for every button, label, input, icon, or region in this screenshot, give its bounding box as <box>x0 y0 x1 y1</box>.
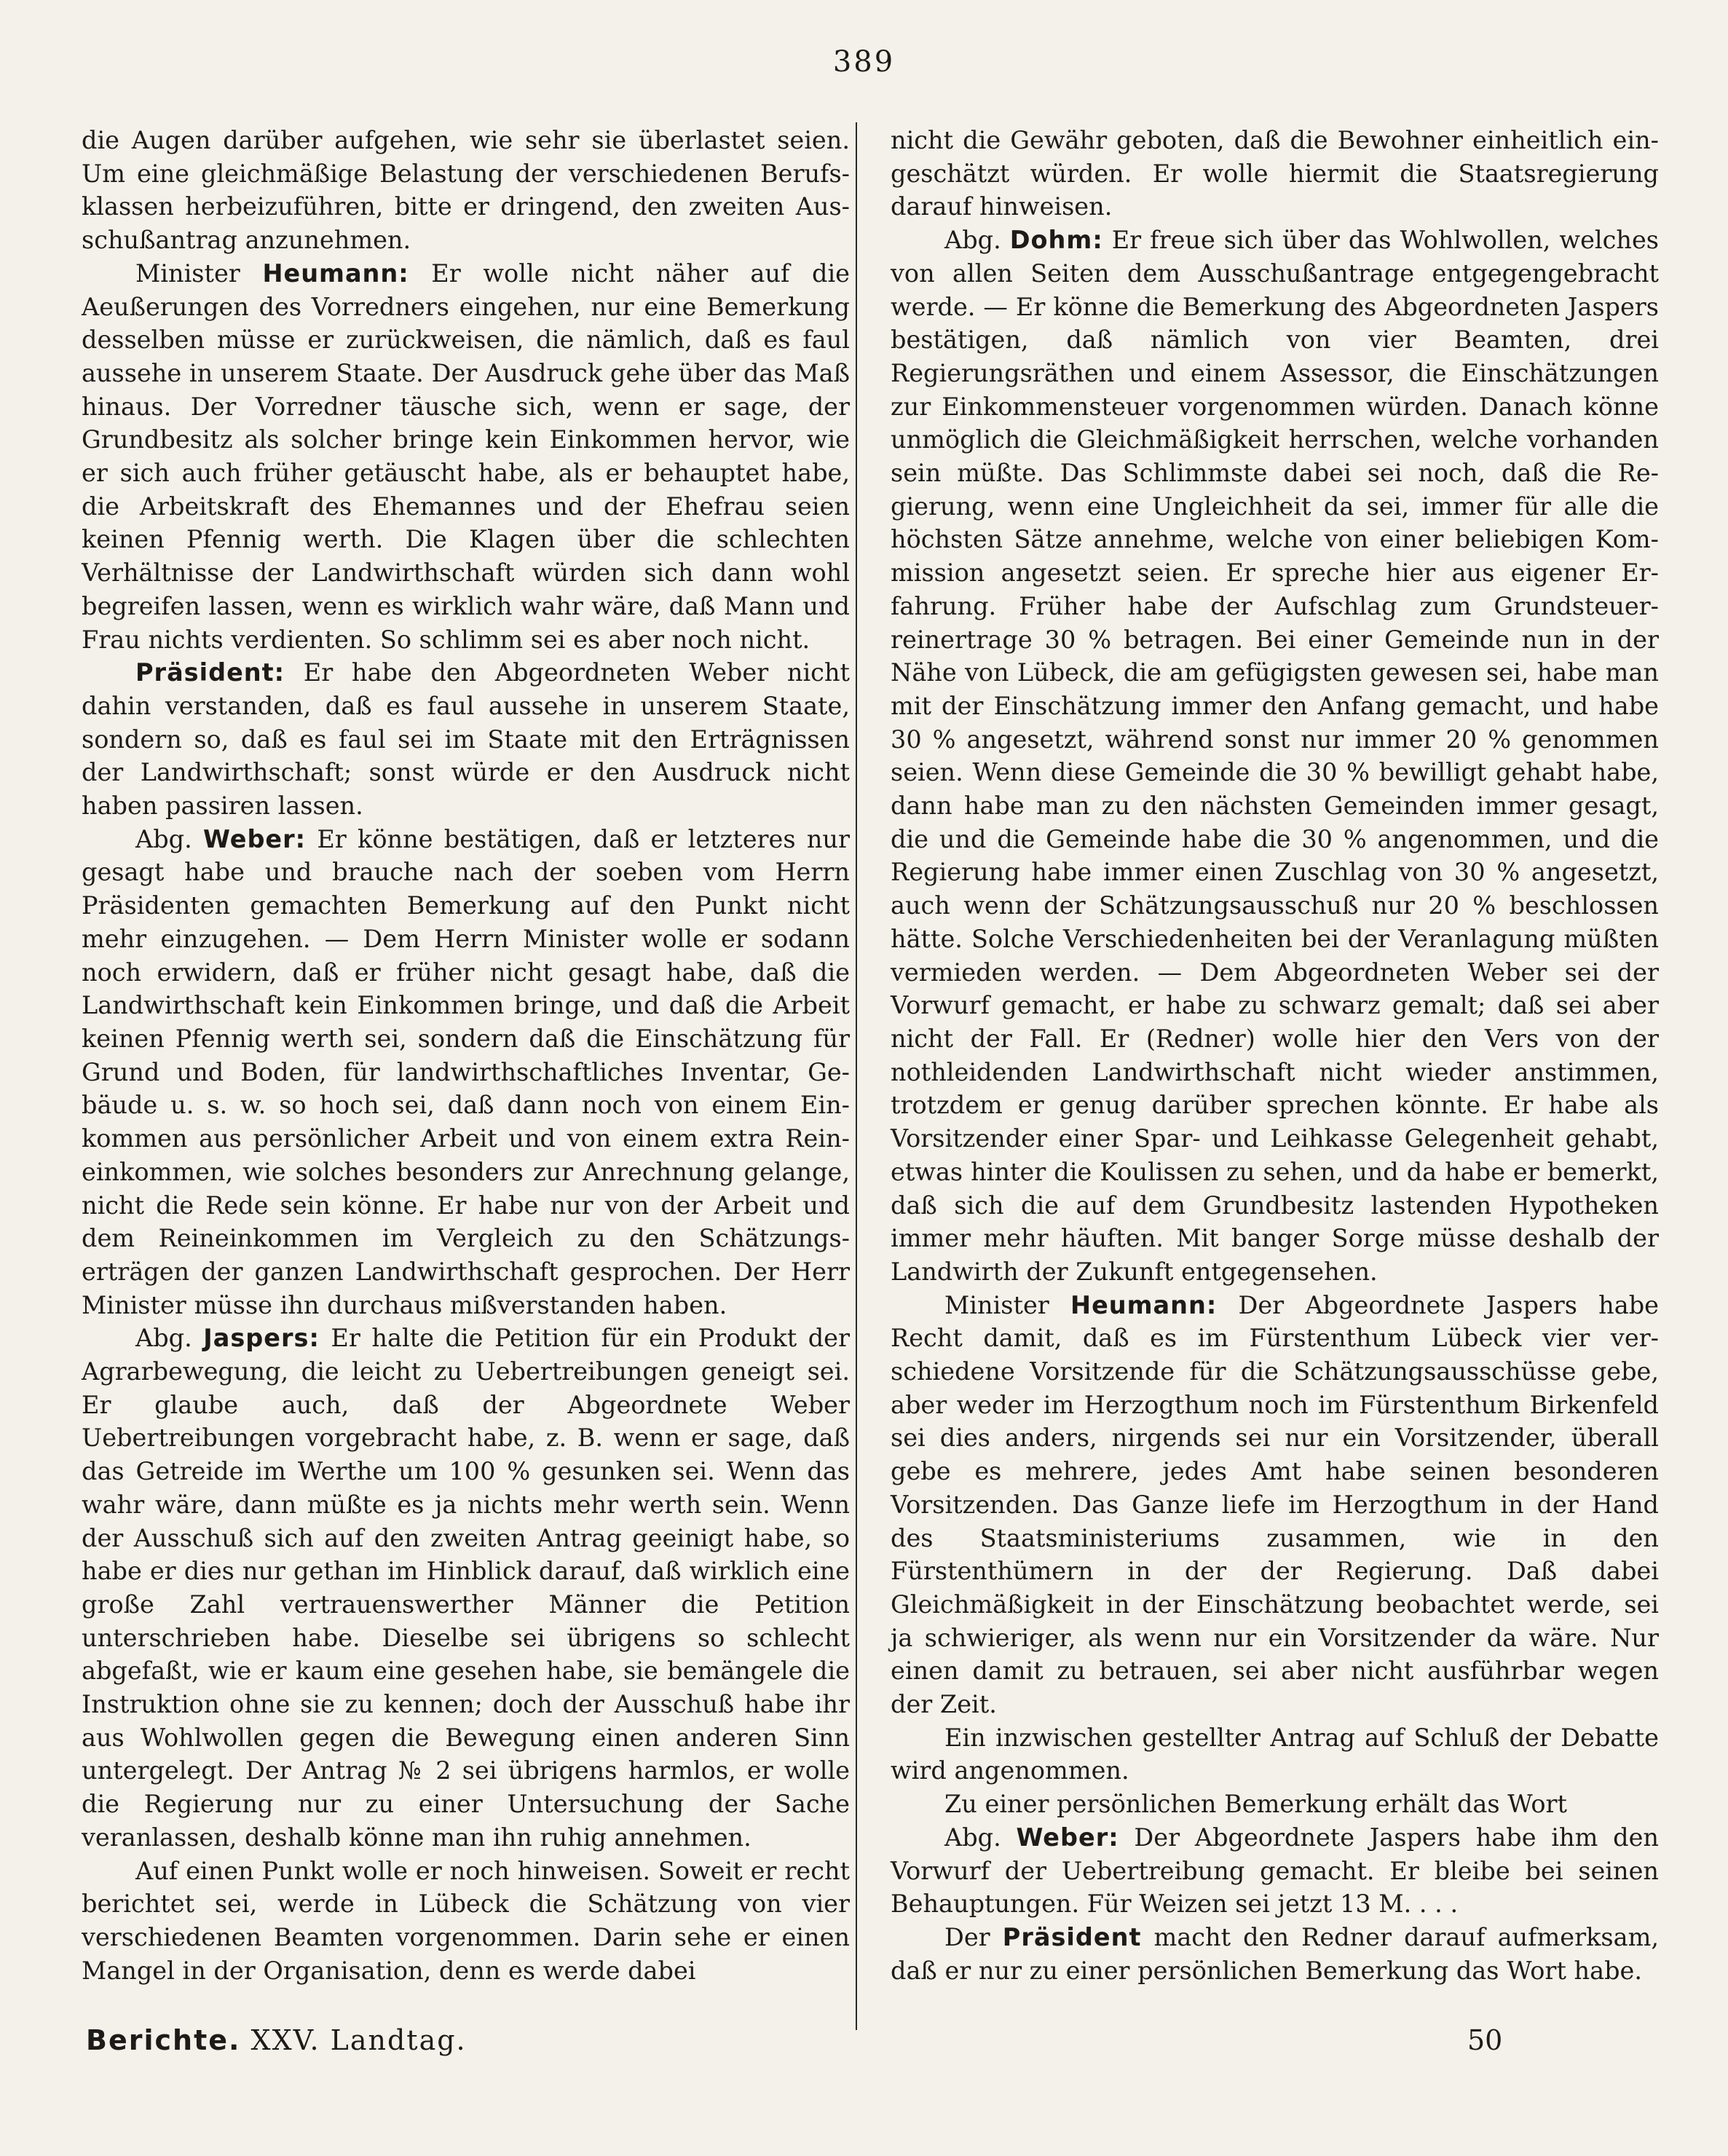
paragraph <box>82 823 850 1322</box>
speaker-name: Präsident <box>1002 1922 1142 1951</box>
session-label: XXV. Landtag. <box>250 2024 467 2056</box>
speaker-prefix: Abg. <box>135 824 203 853</box>
sheet-number: 50 <box>1467 2024 1503 2056</box>
footer-signature <box>86 2024 467 2056</box>
paragraph <box>891 124 1659 224</box>
paragraph <box>82 257 850 656</box>
paragraph <box>891 1821 1659 1921</box>
paragraph <box>82 1855 850 1988</box>
paragraph <box>891 1788 1659 1821</box>
speaker-prefix: Minister <box>135 258 263 288</box>
paragraph <box>891 1721 1659 1788</box>
paragraph <box>891 1921 1659 1987</box>
speaker-prefix: Abg. <box>944 226 1010 255</box>
paragraph-text: Er könne bestätigen, daß er letzteres nur gesagt habe und brauche nach der soeben vom Herrn Präsidenten gemachten Bemerkung auf den Punkt nicht mehr einzugehen. — Dem Herrn Minister wolle er sodann noch erwidern, daß er früher nicht gesagt habe, daß die Landwirthschaft kein Einkommen bringe, und daß die Arbeit keinen Pfennig werth sei, sondern daß die Einschätzung für Grund und Boden, für landwirthschaftliches Inventar, Gebäude u. s. w. so hoch sei, daß dann noch von einem Einkommen aus persönlicher Arbeit und von einem extra Reineinkommen, wie solches besonders zur Anrechnung gelange, nicht die Rede sein könne. Er habe nur von der Arbeit und dem Reineinkommen im Vergleich zu den Schätzungserträgen der ganzen Landwirthschaft gesprochen. Der Herr Minister müsse ihn durchaus mißverstanden haben. <box>82 824 850 1319</box>
speaker-name: Präsident: <box>135 658 285 687</box>
paragraph-text: Der Abgeordnete Jaspers habe ihm den Vorwurf der Uebertreibung gemacht. Er bleibe bei seinen Behauptungen. Für Weizen sei jetzt 13 M. . . . <box>891 1823 1659 1919</box>
paragraph <box>82 656 850 823</box>
paragraph-text: Er halte die Petition für ein Produkt der Agrarbewegung, die leicht zu Uebertreibungen geneigt sei. Er glaube auch, daß der Abgeordnete Weber Uebertreibungen vorgebracht habe, z. B. wenn er sage, daß das Getreide im Werthe um 100 % gesunken sei. Wenn das wahr wäre, dann müßte es ja nichts mehr werth sein. Wenn der Ausschuß sich auf den zweiten Antrag geeinigt habe, so habe er dies nur gethan im Hinblick darauf, daß wirklich eine große Zahl vertrauenswerther Männer die Petition unterschrieben habe. Dieselbe sei übrigens so schlecht abgefaßt, wie er kaum eine gesehen habe, sie bemängele die Instruktion ohne sie zu kennen; doch der Ausschuß habe ihr aus Wohlwollen gegen die Bewegung einen anderen Sinn untergelegt. Der Antrag № 2 sei übrigens harmlos, er wolle die Regierung nur zu einer Untersuchung der Sache veranlassen, deshalb könne man ihn ruhig annehmen. <box>82 1324 850 1852</box>
paragraph-text: die Augen darüber aufgehen, wie sehr sie überlastet seien. Um eine gleichmäßige Belastung der verschiedenen Berufsklassen herbeizuführen, bitte er dringend, den zweiten Ausschußantrag anzunehmen. <box>82 126 850 255</box>
speaker-prefix: Der <box>944 1922 1003 1951</box>
speaker-prefix: Minister <box>944 1290 1071 1319</box>
paragraph-text: nicht die Gewähr geboten, daß die Bewohner einheitlich eingeschätzt würden. Er wolle hiermit die Staatsregierung darauf hinweisen. <box>891 126 1659 221</box>
signature-label: Berichte. <box>86 2024 241 2056</box>
right-column <box>891 124 1659 1987</box>
paragraph-text: Er habe den Abgeordneten Weber nicht dahin verstanden, daß es faul aussehe in unserem Staate, sondern so, daß es faul sei im Staate mit den Erträgnissen der Landwirthschaft; sonst würde er den Ausdruck nicht haben passiren lassen. <box>82 658 850 821</box>
paragraph-text: Der Abgeordnete Jaspers habe Recht damit, daß es im Fürstenthum Lübeck vier verschiedene Vorsitzende für die Schätzungsausschüsse gebe, aber weder im Herzogthum noch im Fürstenthum Birkenfeld sei dies anders, nirgends sei nur ein Vorsitzender, überall gebe es mehrere, jedes Amt habe seinen besonderen Vorsitzenden. Das Ganze liefe im Herzogthum in der Hand des Staatsministeriums zusammen, wie in den Fürstenthümern in der der Regierung. Daß dabei Gleichmäßigkeit in der Einschätzung beobachtet werde, sei ja schwieriger, als wenn nur ein Vorsitzender da wäre. Nur einen damit zu betrauen, sei aber nicht ausführbar wegen der Zeit. <box>891 1290 1659 1719</box>
speaker-name: Jaspers: <box>203 1324 320 1353</box>
page-number: 389 <box>832 45 896 79</box>
paragraph-text: macht den Redner darauf aufmerksam, daß er nur zu einer persönlichen Bemerkung das Wort habe. <box>891 1922 1659 1985</box>
paragraph <box>891 1289 1659 1721</box>
speaker-name: Heumann: <box>262 258 409 288</box>
speaker-prefix: Abg. <box>135 1324 204 1353</box>
speaker-name: Heumann: <box>1070 1290 1218 1319</box>
paragraph-text: Er freue sich über das Wohlwollen, welches von allen Seiten dem Ausschußantrage entgegengebracht werde. — Er könne die Bemerkung des Abgeordneten Jaspers bestätigen, daß nämlich von vier Beamten, drei Regierungsräthen und einem Assessor, die Einschätzungen zur Einkommensteuer vorgenommen würden. Danach könne unmöglich die Gleichmäßigkeit herrschen, welche vorhanden sein müßte. Das Schlimmste dabei sei noch, daß die Regierung, wenn eine Ungleichheit da sei, immer für alle die höchsten Sätze annehme, welche von einer beliebigen Kommission angesetzt seien. Er spreche hier aus eigener Erfahrung. Früher habe der Aufschlag zum Grundsteuerreinertrage 30 % betragen. Bei einer Gemeinde nun in der Nähe von Lübeck, die am gefügigsten gewesen sei, habe man mit der Einschätzung immer den Anfang gemacht, und habe 30 % angesetzt, während sonst nur immer 20 % genommen seien. Wenn diese Gemeinde die 30 % bewilligt gehabt habe, dann habe man zu den nächsten Gemeinden immer gesagt, die und die Gemeinde habe die 30 % angenommen, und die Regierung habe immer einen Zuschlag von 30 % angesetzt, auch wenn der Schätzungsausschuß nur 20 % beschlossen hätte. Solche Verschiedenheiten bei der Veranlagung müßten vermieden werden. — Dem Abgeordneten Weber sei der Vorwurf gemacht, er habe zu schwarz gemalt; daß sei aber nicht der Fall. Er (Redner) wolle hier den Vers von der nothleidenden Landwirthschaft nicht wieder anstimmen, trotzdem er genug darüber sprechen könnte. Er habe als Vorsitzender einer Spar- und Leihkasse Gelegenheit gehabt, etwas hinter die Koulissen zu sehen, und da habe er bemerkt, daß sich die auf dem Grundbesitz lastenden Hypotheken immer mehr häuften. Mit banger Sorge müsse deshalb der Landwirth der Zukunft entgegensehen. <box>891 226 1659 1286</box>
speaker-name: Dohm: <box>1009 226 1103 255</box>
column-divider <box>856 122 857 2030</box>
speaker-name: Weber: <box>1016 1823 1119 1852</box>
speaker-prefix: Abg. <box>944 1823 1017 1852</box>
paragraph-text: Er wolle nicht näher auf die Aeußerungen des Vorredners eingehen, nur eine Bemerkung desselben müsse er zurückweisen, die nämlich, daß es faul aussehe in unserem Staate. Der Ausdruck gehe über das Maß hinaus. Der Vorredner täusche sich, wenn er sage, der Grundbesitz als solcher bringe kein Einkommen hervor, wie er sich auch früher getäuscht habe, als er behauptet habe, die Arbeitskraft des Ehemannes und der Ehefrau seien keinen Pfennig werth. Die Klagen über die schlechten Verhältnisse der Landwirthschaft würden sich dann wohl begreifen lassen, wenn es wirklich wahr wäre, daß Mann und Frau nichts verdienten. So schlimm sei es aber noch nicht. <box>82 258 850 654</box>
paragraph <box>82 1322 850 1854</box>
paragraph-text: Ein inzwischen gestellter Antrag auf Schluß der Debatte wird angenommen. <box>891 1723 1659 1785</box>
paragraph <box>82 124 850 257</box>
left-column <box>82 124 850 1987</box>
speaker-name: Weber: <box>202 824 307 853</box>
paragraph <box>891 224 1659 1289</box>
paragraph-text: Zu einer persönlichen Bemerkung erhält das Wort <box>944 1790 1568 1819</box>
paragraph-text: Auf einen Punkt wolle er noch hinweisen. Soweit er recht berichtet sei, werde in Lübeck die Schätzung von vier verschiedenen Beamten vorgenommen. Darin sehe er einen Mangel in der Organisation, denn es werde dabei <box>82 1856 850 1985</box>
